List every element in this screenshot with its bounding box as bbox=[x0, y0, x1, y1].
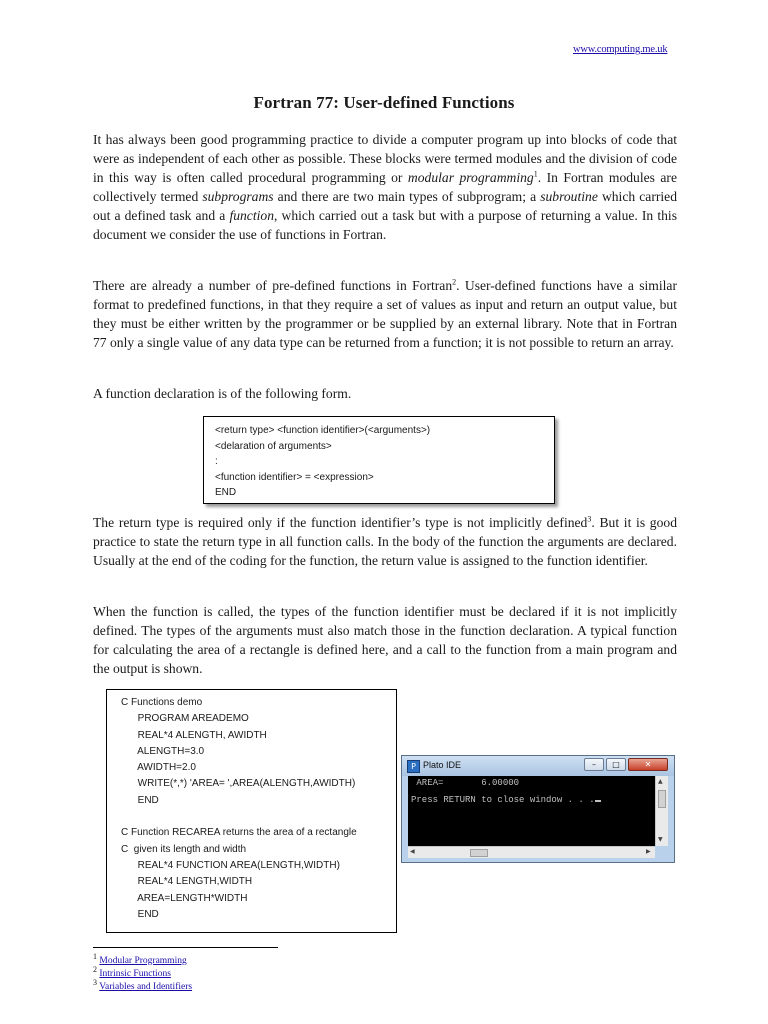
footnotes bbox=[93, 951, 193, 994]
console-output[interactable] bbox=[408, 776, 655, 846]
footnote-ref-2: 2 bbox=[452, 277, 457, 287]
console-line: AREA= 6.00000 bbox=[411, 778, 520, 788]
declaration-line: <function identifier> = <expression> bbox=[215, 471, 374, 483]
maximize-button[interactable]: □ bbox=[606, 758, 626, 771]
footnote-link-intrinsic-functions[interactable]: Intrinsic Functions bbox=[99, 969, 171, 979]
declaration-line: <return type> <function identifier>(<arguments>) bbox=[215, 425, 431, 436]
code-line: REAL*4 LENGTH,WIDTH bbox=[121, 876, 253, 888]
close-button[interactable]: ✕ bbox=[628, 758, 668, 771]
declaration-line: END bbox=[215, 487, 237, 498]
ide-window-title: Plato IDE bbox=[423, 760, 462, 770]
code-line: REAL*4 FUNCTION AREA(LENGTH,WIDTH) bbox=[121, 859, 340, 871]
scroll-right-icon[interactable]: ▶ bbox=[646, 848, 651, 855]
code-box bbox=[106, 689, 397, 933]
footnote-link-modular-programming[interactable]: Modular Programming bbox=[99, 956, 187, 966]
ide-titlebar[interactable] bbox=[402, 756, 674, 776]
code-line: C Function RECAREA returns the area of a rectangle bbox=[121, 827, 357, 839]
code-line: AREA=LENGTH*WIDTH bbox=[121, 892, 248, 904]
page-title: Fortran 77: User-defined Functions bbox=[253, 93, 515, 112]
paragraph-predefined: There are already a number of pre-defined functions in Fortran$^2$. User-defined functions have a similar format to predefined functions, in that they require a set of values as input and return an output value, but they must be either written by the programmer or be supplied by an external library. Note that in Fortran 77 only a single value of any data type can be returned from a function; it is not possible to return an array. bbox=[93, 277, 677, 350]
plato-app-icon: P bbox=[407, 760, 420, 773]
vertical-scrollbar[interactable] bbox=[655, 776, 668, 846]
footnote-item: $^2$ Intrinsic Functions bbox=[93, 964, 171, 979]
code-line: REAL*4 ALENGTH, AWIDTH bbox=[121, 729, 267, 741]
paragraph-return-type: The return type is required only if the function identifier’s type is not implicitly defined$^3$. But it is good practice to state the return type in all function calls. In the body of the function the arguments are declared. Usually at the end of the coding for the function, the return value is assigned to the function identifier. bbox=[93, 514, 677, 568]
scroll-up-icon[interactable]: ▲ bbox=[658, 778, 663, 785]
code-line: C given its length and width bbox=[121, 843, 247, 855]
vertical-scroll-thumb[interactable] bbox=[658, 790, 666, 808]
header-website-link[interactable]: www.computing.me.uk bbox=[573, 44, 668, 55]
code-blank-line bbox=[121, 809, 396, 825]
footnote-item: $^1$ Modular Programming bbox=[93, 951, 187, 966]
scroll-down-icon[interactable]: ▼ bbox=[658, 836, 663, 843]
declaration-box bbox=[203, 416, 555, 504]
plato-ide-window bbox=[401, 755, 675, 863]
code-line: ALENGTH=3.0 bbox=[121, 745, 205, 757]
code-line: END bbox=[121, 794, 159, 806]
horizontal-scroll-thumb[interactable] bbox=[470, 849, 488, 857]
paragraph-function-call: When the function is called, the types of the function identifier must be declared if it is not implicitly defined. The types of the arguments must also match those in the function declaration. A typical function for calculating the area of a rectangle is defined here, and a call to the function from a main program and the output is shown. bbox=[93, 604, 677, 676]
code-line: AWIDTH=2.0 bbox=[121, 762, 196, 774]
paragraph-declaration-intro: A function declaration is of the following form. bbox=[93, 386, 352, 401]
footnote-ref-1: 1 bbox=[533, 169, 538, 179]
paragraph-intro: It has always been good programming practice to divide a computer program up into blocks of code that were as independent of each other as possible. These blocks were termed modules and the division of code in this way is often called procedural programming or modular programming$^1$. In Fortran modules are collectively termed subprograms and there are two main types of subprogram; a subroutine which carried out a defined task and a function, which carried out a task but with a purpose of returning a value. In this document we consider the use of functions in Fortran. bbox=[93, 132, 677, 242]
footnote-link-variables-identifiers[interactable]: Variables and Identifiers bbox=[99, 982, 193, 992]
code-line: PROGRAM AREADEMO bbox=[121, 713, 249, 725]
scroll-left-icon[interactable]: ◀ bbox=[410, 848, 415, 855]
console-line: Press RETURN to close window . . . bbox=[411, 795, 601, 805]
declaration-line: : bbox=[215, 456, 218, 467]
footnote-divider bbox=[93, 947, 278, 948]
minimize-button[interactable]: – bbox=[584, 758, 604, 771]
footnote-item: $^3$ Variables and Identifiers bbox=[93, 977, 193, 992]
declaration-line: <delaration of arguments> bbox=[215, 440, 332, 452]
horizontal-scrollbar[interactable] bbox=[408, 846, 655, 858]
text-cursor bbox=[595, 800, 601, 802]
footnote-ref-3: 3 bbox=[587, 514, 592, 524]
code-line: END bbox=[121, 908, 159, 920]
code-line: C Functions demo bbox=[121, 697, 203, 708]
code-line: WRITE(*,*) 'AREA= ',AREA(ALENGTH,AWIDTH) bbox=[121, 778, 356, 790]
